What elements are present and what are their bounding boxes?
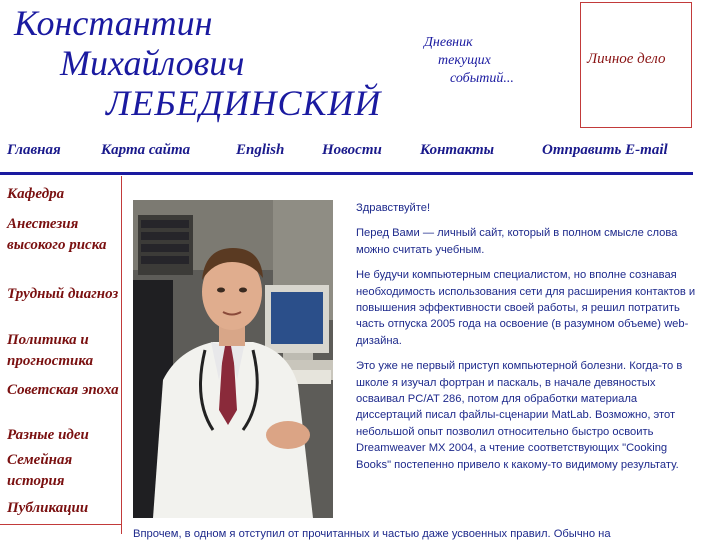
paragraph-2: Не будучи компьютерным специалистом, но вполне сознавая необходимость использования сети для расширения контактов и повышения эффективности своей работы, я решил потратить часть отпуска 2005 года на освоение (в разумном объеме) web-дизайна. xyxy=(356,269,696,347)
sidebar-border xyxy=(121,176,122,534)
sidebar-item-ideas[interactable]: Разные идеи xyxy=(7,427,89,443)
paragraph-4: Впрочем, в одном я отступил от прочитанных и частью даже усвоенных правил. Обычно на xyxy=(133,528,611,540)
header-patronymic: Михайлович xyxy=(60,43,245,83)
header-surname: ЛЕБЕДИНСКИЙ xyxy=(106,83,382,123)
diary-line-2: текущих xyxy=(438,53,491,68)
top-navigation xyxy=(0,142,727,166)
sidebar-item-family-history[interactable]: Семейная история xyxy=(7,452,73,489)
nav-news[interactable]: Новости xyxy=(322,142,382,158)
nav-divider xyxy=(0,172,693,175)
sidebar-item-high-risk-anesthesia[interactable]: Анестезия высокого риска xyxy=(7,216,107,253)
nav-sitemap[interactable]: Карта сайта xyxy=(101,142,191,158)
personal-file-box[interactable] xyxy=(580,2,692,128)
sidebar-item-politics[interactable]: Политика и прогностика xyxy=(7,332,94,369)
main-content xyxy=(356,200,696,482)
portrait-photo xyxy=(133,200,333,518)
header-first-name: Константин xyxy=(14,3,213,43)
sidebar-bottom-border xyxy=(0,524,122,525)
diary-link[interactable] xyxy=(424,34,564,88)
personal-file-link[interactable]: Личное дело xyxy=(587,51,666,67)
sidebar-item-department[interactable]: Кафедра xyxy=(7,186,65,202)
paragraph-1: Перед Вами — личный сайт, который в полном смысле слова можно считать учебным. xyxy=(356,227,678,256)
nav-contacts[interactable]: Контакты xyxy=(420,142,495,158)
sidebar-item-soviet-era[interactable]: Советская эпоха xyxy=(7,382,119,398)
greeting: Здравствуйте! xyxy=(356,202,431,214)
nav-send-email[interactable]: Отправить E-mail xyxy=(542,142,668,158)
sidebar-item-difficult-diagnosis[interactable]: Трудный диагноз xyxy=(7,286,119,302)
paragraph-3: Это уже не первый приступ компьютерной болезни. Когда-то в школе я изучал фортран и паскаль, в начале девяностых осваивал PC/AT 286, потом для обработки материала диссертаций писал файлы-сценарии MatLab. Возможно, этот небольшой опыт позволил относительно быстро освоить Dreamweaver MX 2004, а чтение соответствующих "Cooking Books" постепенно привело к какому-то видимому результату. xyxy=(356,360,683,471)
diary-line-3: событий... xyxy=(450,71,514,86)
diary-line-1: Дневник xyxy=(424,35,473,50)
sidebar-item-publications[interactable]: Публикации xyxy=(7,500,89,516)
sidebar xyxy=(0,176,122,545)
nav-home[interactable]: Главная xyxy=(7,142,61,158)
nav-english[interactable]: English xyxy=(236,142,285,158)
